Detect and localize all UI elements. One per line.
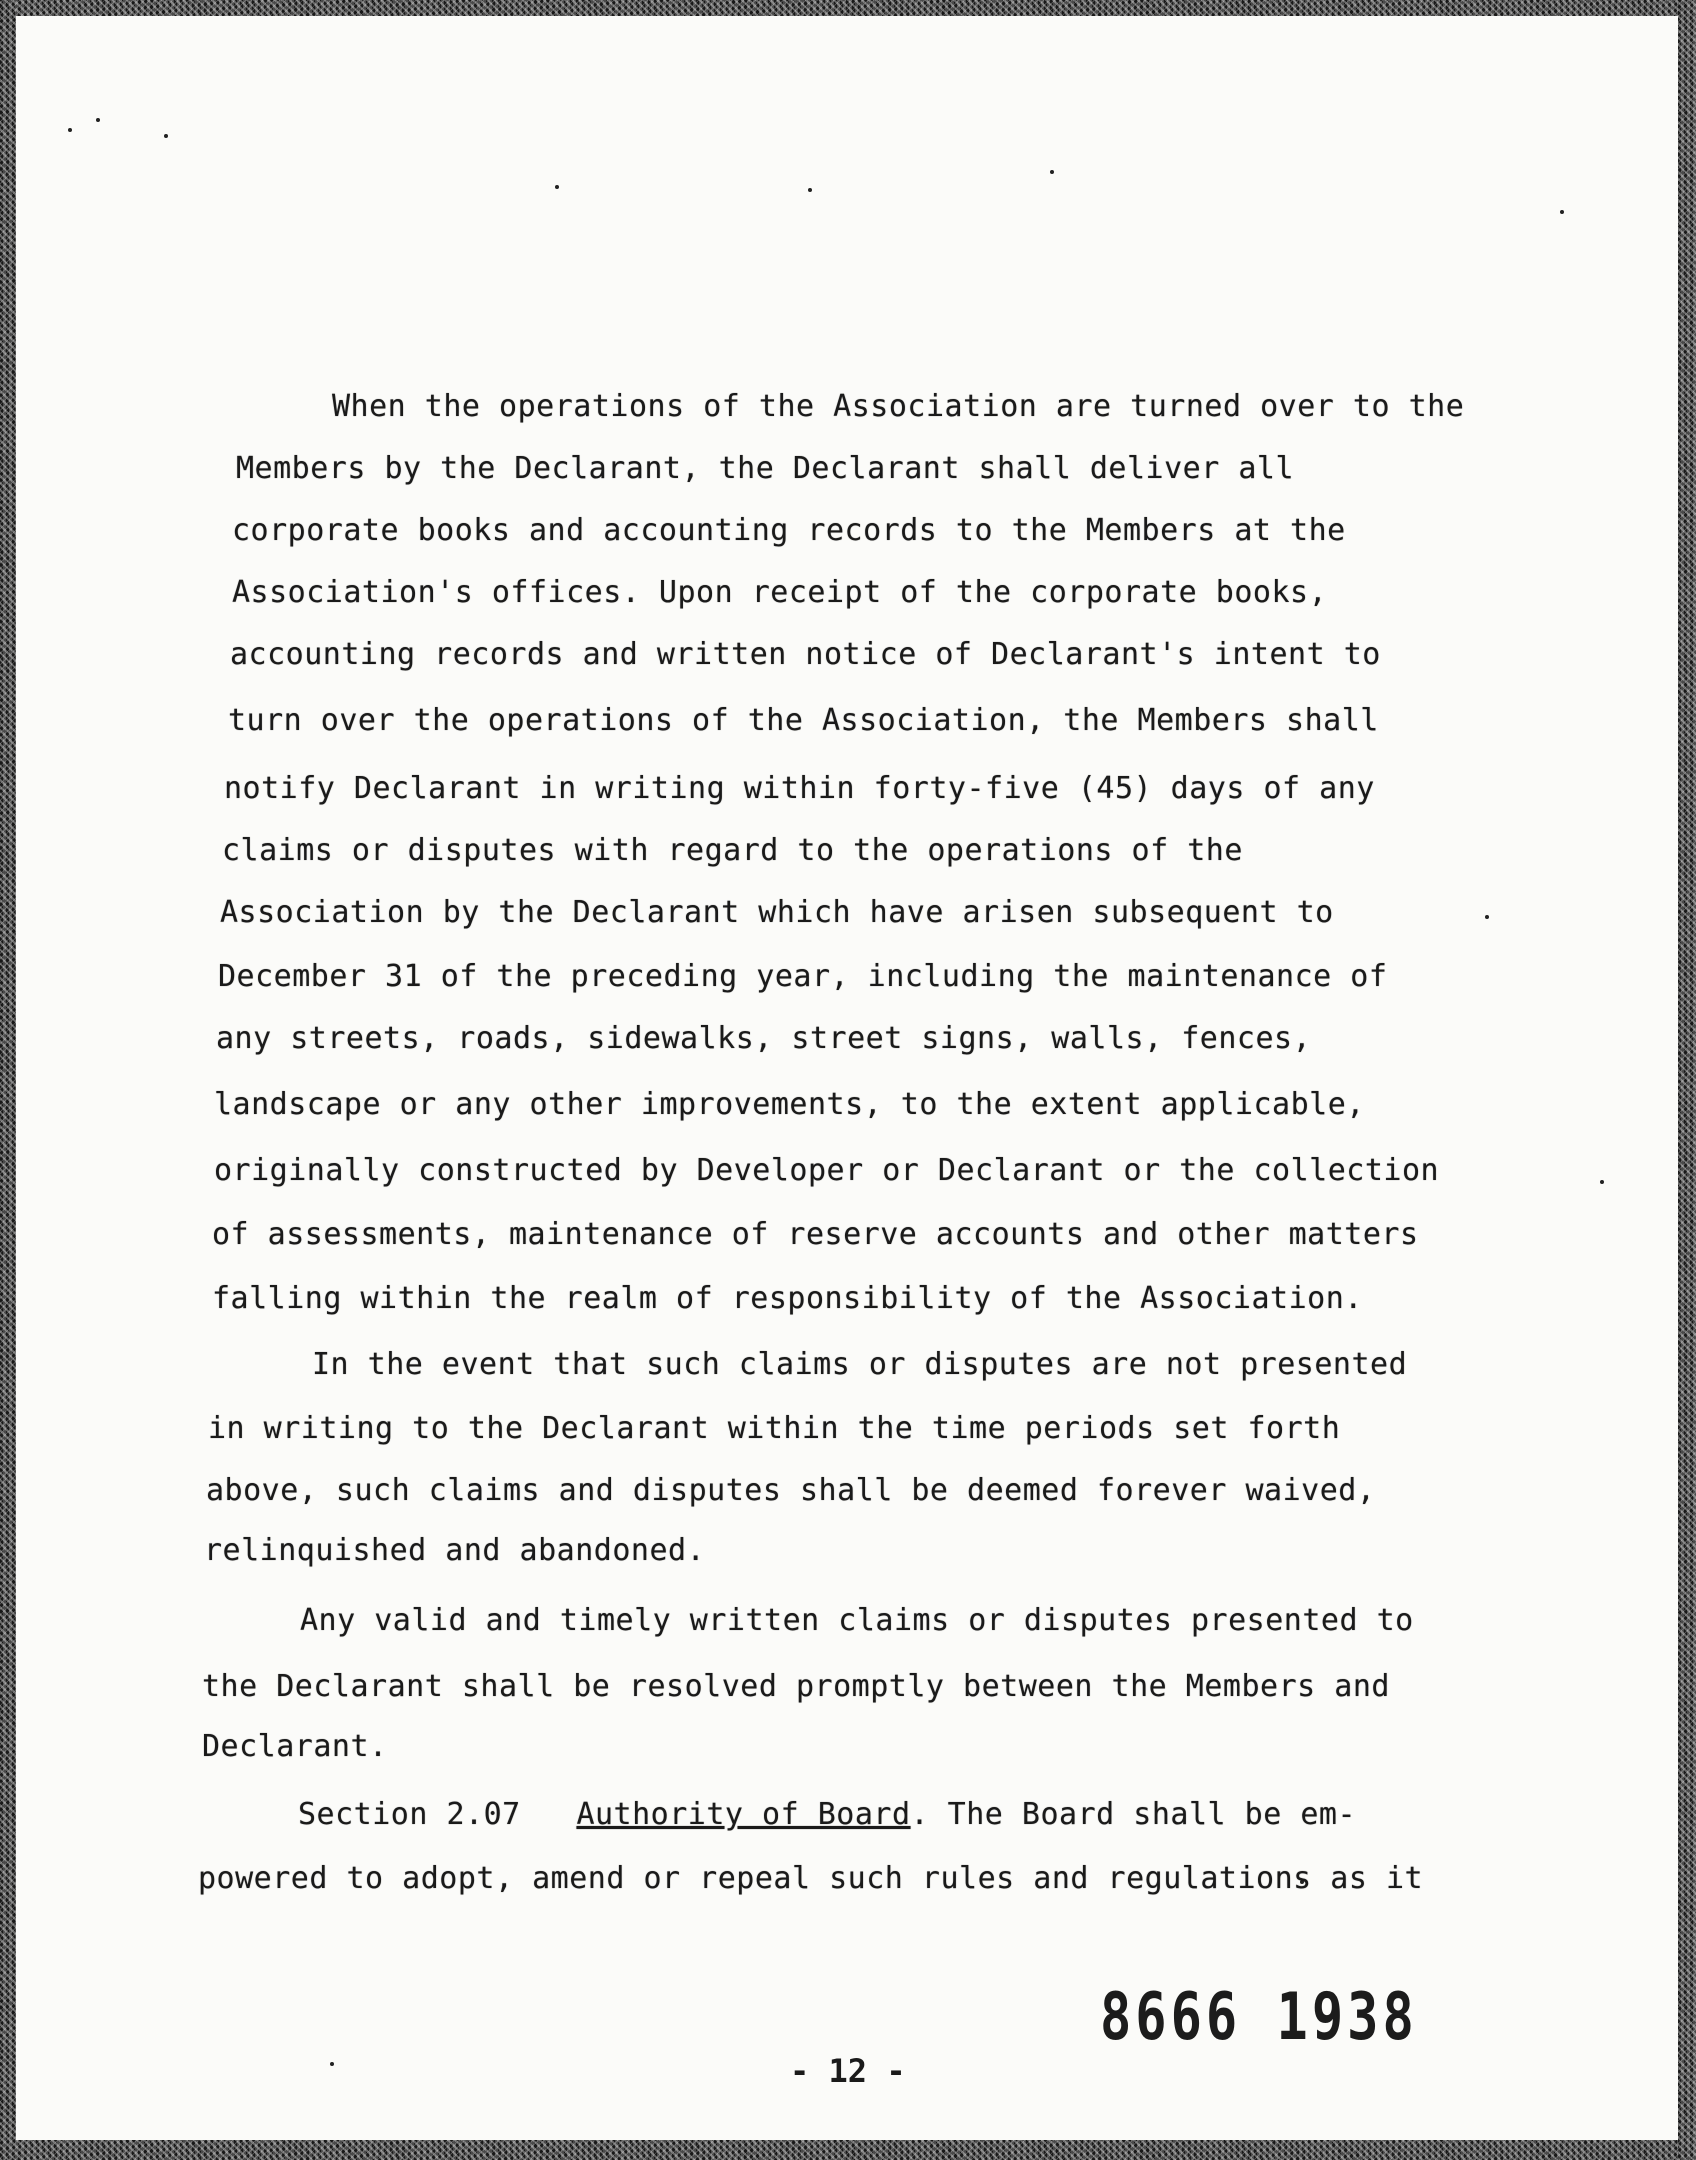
paragraph-1-line: Members by the Declarant, the Declarant shall deliver all	[236, 451, 1295, 486]
paragraph-2-line: In the event that such claims or disputes are not presented	[312, 1347, 1408, 1382]
scan-speck	[555, 185, 559, 189]
section-number: Section 2.07	[298, 1797, 521, 1832]
scan-speck	[808, 188, 812, 192]
scan-border-bottom	[0, 2140, 1696, 2160]
scan-border-top	[0, 0, 1696, 16]
scan-speck	[330, 2062, 334, 2066]
paragraph-1-line: corporate books and accounting records to the Members at the	[232, 513, 1346, 548]
paragraph-1-line: turn over the operations of the Association, the Members shall	[228, 703, 1379, 738]
section-line: powered to adopt, amend or repeal such rules and regulations as it	[198, 1861, 1424, 1896]
paragraph-1-line: originally constructed by Developer or Declarant or the collection	[214, 1153, 1440, 1188]
paragraph-1-line: When the operations of the Association are turned over to the	[332, 389, 1465, 424]
paragraph-2-line: in writing to the Declarant within the time periods set forth	[208, 1411, 1341, 1446]
paragraph-1-line: any streets, roads, sidewalks, street signs, walls, fences,	[216, 1021, 1312, 1056]
paragraph-2-line: above, such claims and disputes shall be deemed forever waived,	[206, 1473, 1376, 1508]
scan-speck	[1050, 170, 1054, 174]
recording-stamp: 8666 1938	[1100, 1980, 1418, 2055]
paragraph-1-line: landscape or any other improvements, to the extent applicable,	[214, 1087, 1365, 1122]
paragraph-1-line: of assessments, maintenance of reserve accounts and other matters	[212, 1217, 1419, 1252]
paragraph-1-line: claims or disputes with regard to the operations of the	[222, 833, 1243, 868]
scan-border-right	[1678, 0, 1696, 2160]
paragraph-2-line: relinquished and abandoned.	[204, 1533, 706, 1568]
paragraph-1-line: Association's offices. Upon receipt of the corporate books,	[232, 575, 1328, 610]
scan-border-left	[0, 0, 16, 2160]
section-line-1-rest: . The Board shall be em-	[910, 1797, 1357, 1832]
scan-speck	[1560, 210, 1564, 214]
paragraph-3-line: Declarant.	[202, 1729, 388, 1764]
paragraph-1-line: December 31 of the preceding year, including the maintenance of	[218, 959, 1388, 994]
paragraph-1-line: falling within the realm of responsibility of the Association.	[212, 1281, 1363, 1316]
paragraph-1-line: accounting records and written notice of Declarant's intent to	[230, 637, 1381, 672]
page-number: - 12 -	[790, 2052, 906, 2090]
paragraph-3-line: the Declarant shall be resolved promptly between the Members and	[202, 1669, 1390, 1704]
scan-speck	[1485, 915, 1489, 919]
scan-speck	[68, 128, 72, 132]
scan-speck	[164, 134, 168, 138]
scan-speck	[1600, 1180, 1604, 1184]
paragraph-1-line: notify Declarant in writing within forty-five (45) days of any	[224, 771, 1375, 806]
paragraph-1-line: Association by the Declarant which have arisen subsequent to	[220, 895, 1334, 930]
paragraph-3-line: Any valid and timely written claims or disputes presented to	[300, 1603, 1414, 1638]
scan-speck	[96, 118, 100, 122]
section-heading-line	[298, 1797, 1357, 1832]
section-heading: Authority of Board	[576, 1797, 911, 1832]
